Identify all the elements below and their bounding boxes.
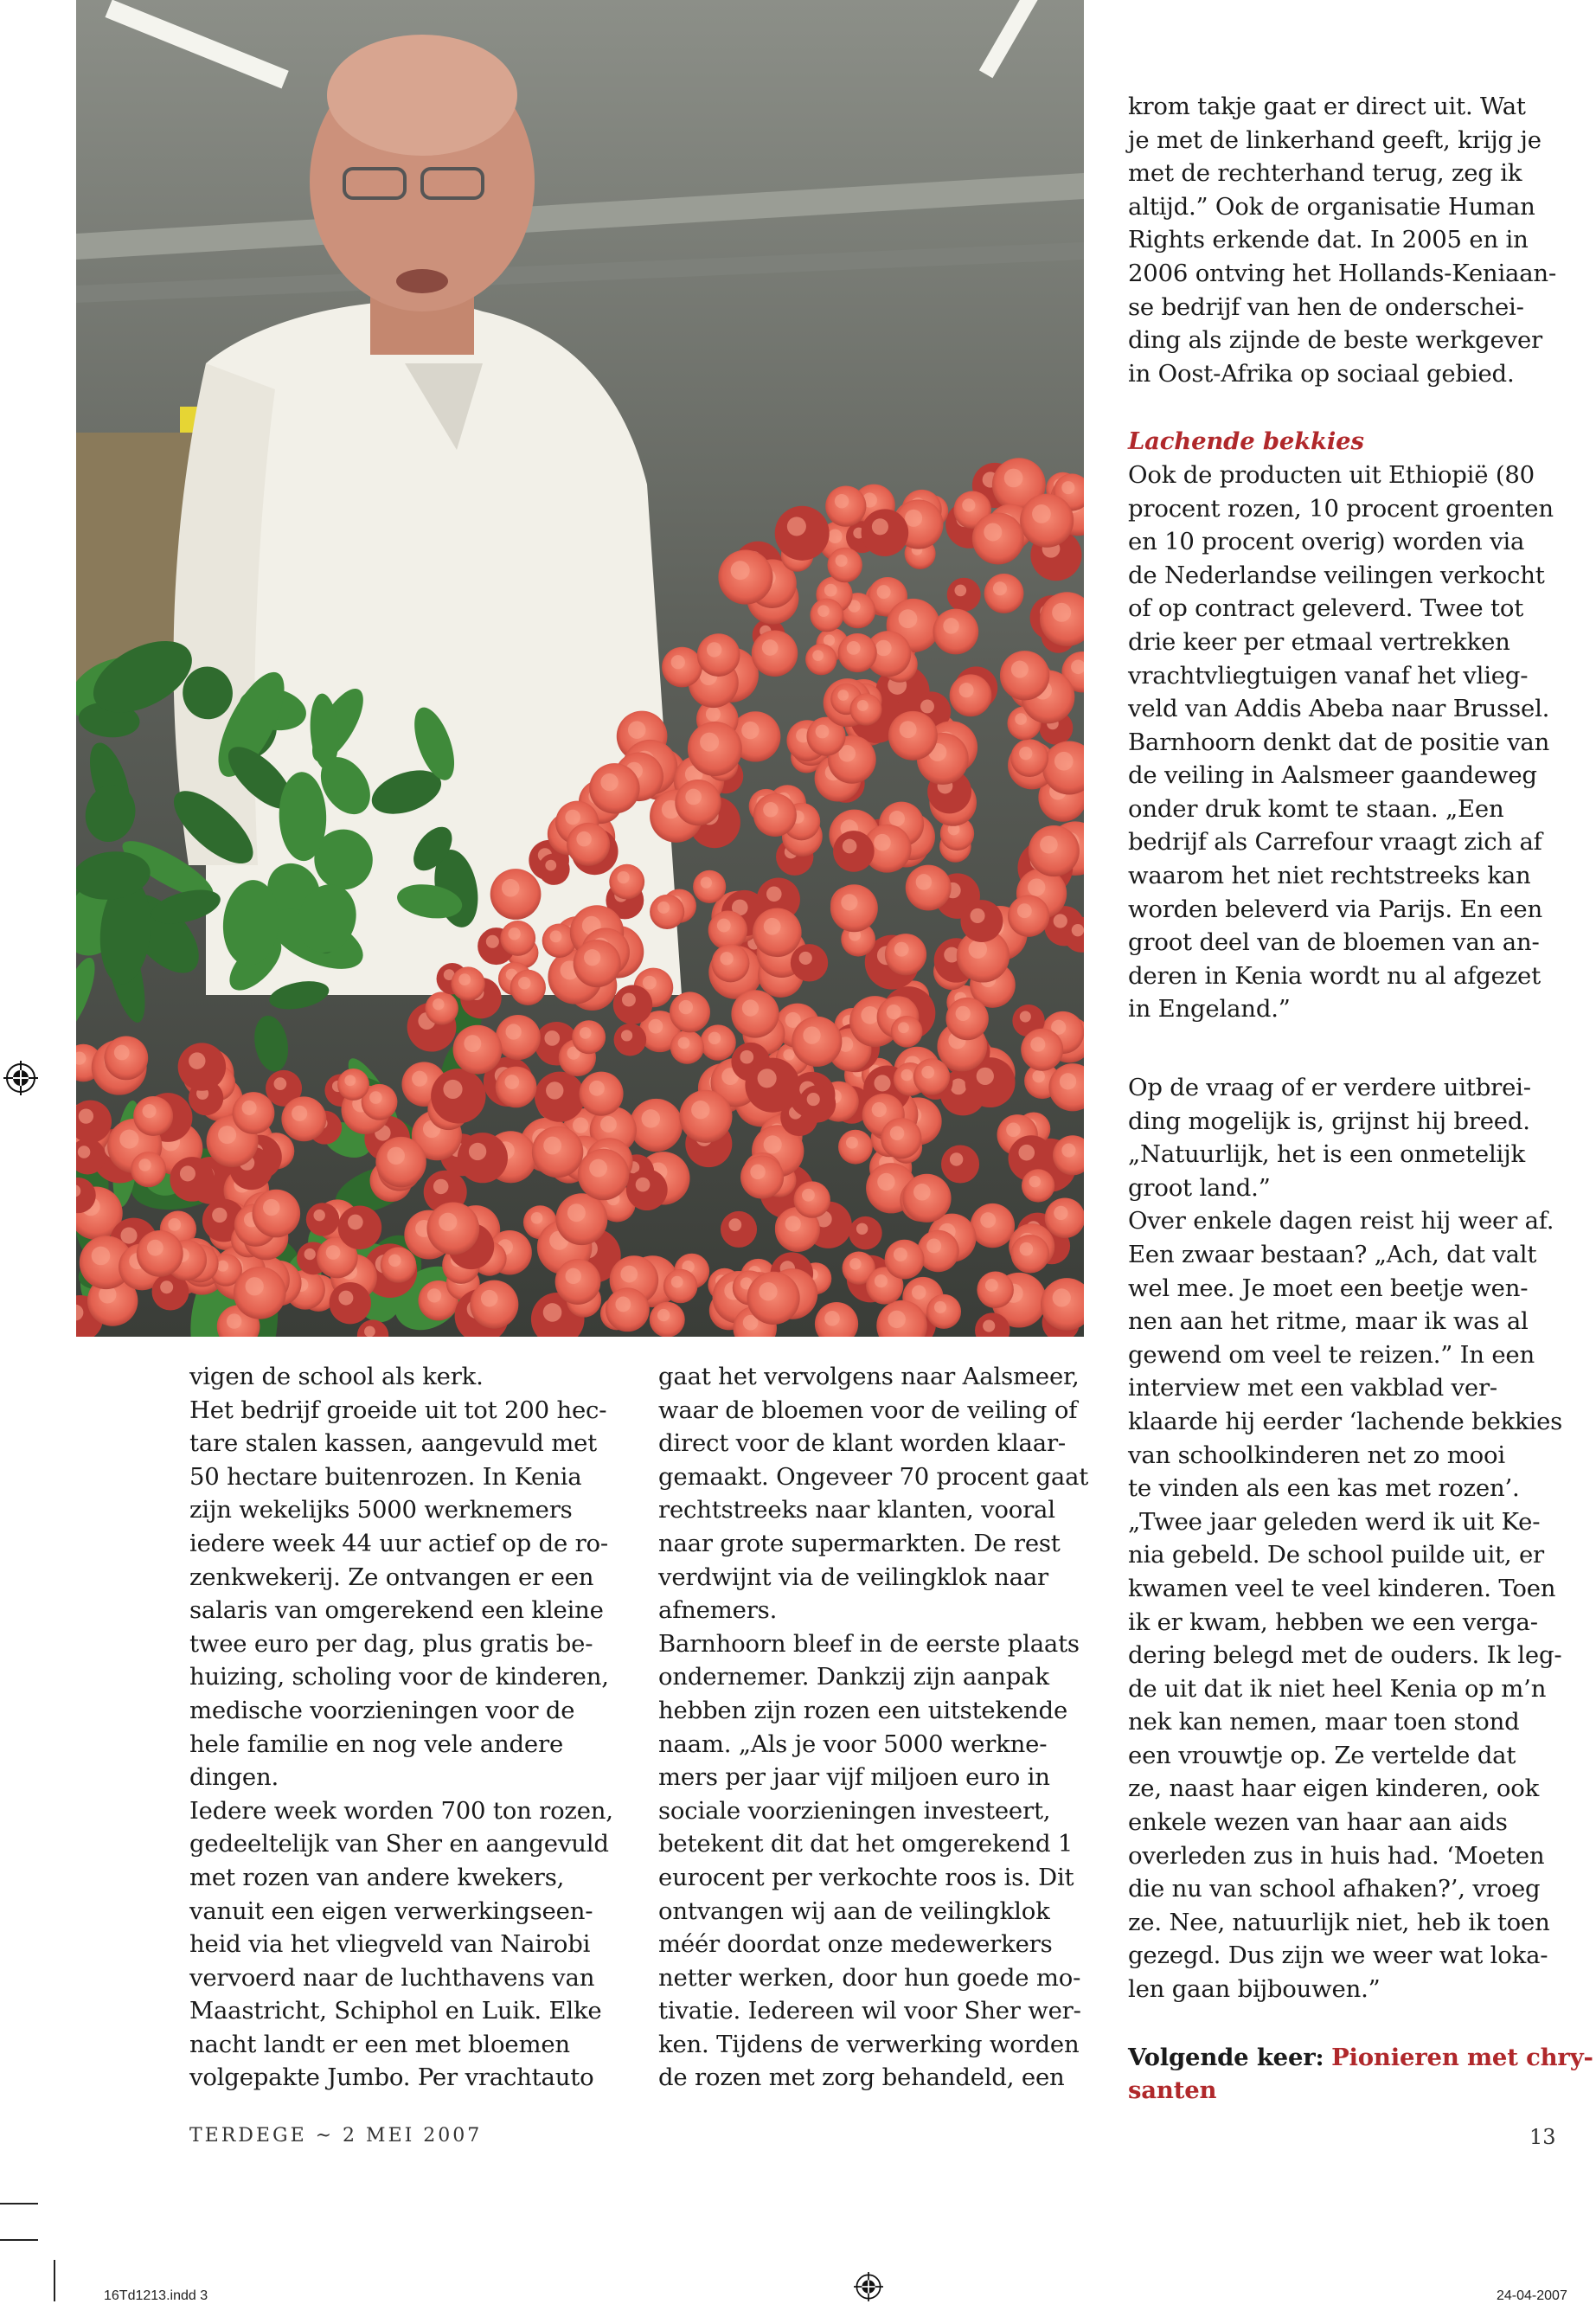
text-line: iedere week 44 uur actief op de ro- <box>189 1529 608 1557</box>
text-line: direct voor de klant worden klaar- <box>658 1429 1066 1458</box>
text-line: je met de linkerhand geeft, krijg je <box>1128 125 1542 154</box>
text-line: zenkwekerij. Ze ontvangen er een <box>189 1563 594 1591</box>
text-line: rechtstreeks naar klanten, vooral <box>658 1496 1055 1524</box>
text-line: ken. Tijdens de verwerking worden <box>658 2030 1080 2058</box>
text-line: verdwijnt via de veilingklok naar <box>658 1563 1048 1591</box>
text-line: betekent dit dat het omgerekend 1 <box>658 1830 1074 1858</box>
text-line: deren in Kenia wordt nu al afgezet <box>1128 961 1541 990</box>
text-line: zijn wekelijks 5000 werknemers <box>189 1496 573 1524</box>
text-line: naar grote supermarkten. De rest <box>658 1529 1061 1557</box>
text-line: heid via het vliegveld van Nairobi <box>189 1930 591 1959</box>
text-line: ding als zijnde de beste werkgever <box>1128 326 1542 355</box>
text-line: in Engeland.” <box>1128 995 1291 1024</box>
text-line: nek kan nemen, maar toen stond <box>1128 1708 1520 1736</box>
text-line: gaat het vervolgens naar Aalsmeer, <box>658 1363 1080 1390</box>
text-line: nen aan het ritme, maar ik was al <box>1128 1307 1529 1336</box>
next-issue-line-1 <box>1128 2041 1593 2075</box>
text-line: Het bedrijf groeide uit tot 200 hec- <box>189 1396 607 1424</box>
text-line: ik er kwam, hebben we een verga- <box>1128 1608 1538 1636</box>
text-line: te vinden als een kas met rozen’. <box>1128 1474 1520 1503</box>
text-line: ze. Nee, natuurlijk niet, heb ik toen <box>1128 1908 1550 1936</box>
text-line: waarom het niet rechtstreeks kan <box>1128 862 1531 890</box>
text-line: gewend om veel te reizen.” In een <box>1128 1340 1535 1369</box>
text-line: méér doordat onze medewerkers <box>658 1930 1053 1959</box>
text-line: naam. „Als je voor 5000 werkne- <box>658 1730 1048 1758</box>
next-issue-title-cont[interactable]: santen <box>1128 2076 1217 2105</box>
text-line: Op de vraag of er verdere uitbrei- <box>1128 1074 1531 1101</box>
crop-mark <box>0 2239 38 2241</box>
text-line: vanuit een eigen verwerkingseen- <box>189 1896 593 1925</box>
text-line: Maastricht, Schiphol en Luik. Elke <box>189 1997 602 2025</box>
article-column-2 <box>658 1360 1089 2095</box>
next-issue-label: Volgende keer: <box>1128 2043 1324 2071</box>
text-line: ding mogelijk is, grijnst hij breed. <box>1128 1107 1530 1135</box>
text-line: hebben zijn rozen een uitstekende <box>658 1696 1068 1724</box>
text-line: Ook de producten uit Ethiopië (80 <box>1128 460 1535 489</box>
text-line: groot deel van de bloemen van an- <box>1128 928 1540 957</box>
text-line: nacht landt er een met bloemen <box>189 2030 570 2058</box>
text-line: groot land.” <box>1128 1173 1271 1202</box>
text-line: gemaakt. Ongeveer 70 procent gaat <box>658 1462 1089 1491</box>
text-line: die nu van school afhaken?’, vroeg <box>1128 1875 1541 1903</box>
registration-mark-icon <box>3 1061 38 1095</box>
text-line: overleden zus in huis had. ‘Moeten <box>1128 1841 1545 1870</box>
slug-filename: 16Td1213.indd 3 <box>104 2288 208 2303</box>
text-line: dingen. <box>189 1763 279 1792</box>
next-issue-title[interactable]: Pionieren met chry- <box>1331 2043 1593 2071</box>
text-line: met rozen van andere kwekers, <box>189 1863 565 1891</box>
text-line: enkele wezen van haar aan aids <box>1128 1808 1508 1837</box>
text-line: afnemers. <box>658 1596 778 1625</box>
article-photo <box>76 0 1084 1337</box>
text-line: krom takje gaat er direct uit. Wat <box>1128 93 1526 120</box>
text-line: kwamen veel te veel kinderen. Toen <box>1128 1574 1556 1602</box>
article-column-3-continued <box>1128 1071 1593 2108</box>
text-line: „Twee jaar geleden werd ik uit Ke- <box>1128 1507 1541 1536</box>
text-line: drie keer per etmaal vertrekken <box>1128 627 1510 656</box>
crop-mark <box>0 2203 38 2205</box>
text-line: bedrijf als Carrefour vraagt zich af <box>1128 828 1542 857</box>
text-line: vervoerd naar de luchthavens van <box>189 1963 595 1992</box>
text-line: se bedrijf van hen de onderschei- <box>1128 292 1524 321</box>
crop-mark <box>54 2260 55 2301</box>
text-line: Rights erkende dat. In 2005 en in <box>1128 226 1529 254</box>
text-line: ze, naast haar eigen kinderen, ook <box>1128 1775 1540 1803</box>
subhead: Lachende bekkies <box>1128 427 1364 456</box>
text-line: Barnhoorn bleef in de eerste plaats <box>658 1629 1080 1658</box>
text-line: salaris van omgerekend een kleine <box>189 1596 604 1625</box>
registration-mark-bottom-icon <box>853 2272 884 2301</box>
text-line: tare stalen kassen, aangevuld met <box>189 1429 598 1458</box>
text-line: Iedere week worden 700 ton rozen, <box>189 1796 613 1825</box>
text-line: gedeeltelijk van Sher en aangevuld <box>189 1830 609 1858</box>
text-line: of op contract geleverd. Twee tot <box>1128 594 1524 623</box>
text-line: sociale voorzieningen investeert, <box>658 1796 1051 1825</box>
text-line: worden beleverd via Parijs. En een <box>1128 895 1543 923</box>
text-line: nia gebeld. De school puilde uit, er <box>1128 1541 1545 1569</box>
next-issue-line-2 <box>1128 2074 1561 2108</box>
text-line: Een zwaar bestaan? „Ach, dat valt <box>1128 1240 1537 1268</box>
text-line: Over enkele dagen reist hij weer af. <box>1128 1207 1554 1235</box>
article-column-1 <box>189 1360 613 2095</box>
column-3-intro <box>1128 90 1561 390</box>
article-column-3 <box>1128 90 1561 1026</box>
text-line: tivatie. Iedereen wil voor Sher wer- <box>658 1997 1081 2025</box>
column-3-section <box>1128 459 1561 1026</box>
magazine-footer: TERDEGE ~ 2 MEI 2007 <box>189 2125 483 2147</box>
text-line: hele familie en nog vele andere <box>189 1730 564 1758</box>
text-line: netter werken, door hun goede mo- <box>658 1963 1081 1992</box>
column-3-closing <box>1128 1071 1561 2006</box>
text-line: „Natuurlijk, het is een onmetelijk <box>1128 1140 1525 1169</box>
text-line: met de rechterhand terug, zeg ik <box>1128 159 1522 188</box>
text-line: ontvangen wij aan de veilingklok <box>658 1896 1050 1925</box>
text-line: 2006 ontving het Hollands-Keniaan- <box>1128 259 1557 287</box>
text-line: vigen de school als kerk. <box>189 1363 484 1390</box>
text-line: twee euro per dag, plus gratis be- <box>189 1629 593 1658</box>
text-line: een vrouwtje op. Ze vertelde dat <box>1128 1741 1516 1769</box>
text-line: wel mee. Je moet een beetje wen- <box>1128 1274 1529 1302</box>
man-with-roses-photo <box>76 0 1084 1337</box>
page-number: 13 <box>1529 2125 1556 2149</box>
text-line: veld van Addis Abeba naar Brussel. <box>1128 695 1550 723</box>
text-line: gezegd. Dus zijn we weer wat loka- <box>1128 1941 1548 1970</box>
text-line: van schoolkinderen net zo mooi <box>1128 1441 1505 1469</box>
text-line: 50 hectare buitenrozen. In Kenia <box>189 1462 582 1491</box>
text-line: mers per jaar vijf miljoen euro in <box>658 1763 1050 1792</box>
text-line: huizing, scholing voor de kinderen, <box>189 1663 609 1691</box>
text-line: de Nederlandse veilingen verkocht <box>1128 561 1545 589</box>
text-line: len gaan bijbouwen.” <box>1128 1975 1381 2004</box>
text-line: medische voorzieningen voor de <box>189 1696 575 1724</box>
text-line: altijd.” Ook de organisatie Human <box>1128 192 1535 221</box>
text-line: de rozen met zorg behandeld, een <box>658 2063 1065 2092</box>
text-line: volgepakte Jumbo. Per vrachtauto <box>189 2063 594 2092</box>
slug-date: 24-04-2007 <box>1497 2288 1567 2303</box>
text-line: dering belegd met de ouders. Ik leg- <box>1128 1641 1562 1670</box>
text-line: klaarde hij eerder ‘lachende bekkies <box>1128 1407 1563 1435</box>
text-line: interview met een vakblad ver- <box>1128 1374 1497 1402</box>
text-line: waar de bloemen voor de veiling of <box>658 1396 1078 1424</box>
text-line: in Oost-Afrika op sociaal gebied. <box>1128 359 1515 388</box>
text-line: procent rozen, 10 procent groenten <box>1128 494 1554 523</box>
text-line: Barnhoorn denkt dat de positie van <box>1128 728 1550 756</box>
text-line: en 10 procent overig) worden via <box>1128 528 1525 556</box>
text-line: ondernemer. Dankzij zijn aanpak <box>658 1663 1049 1691</box>
text-line: onder druk komt te staan. „Een <box>1128 794 1504 823</box>
text-line: eurocent per verkochte roos is. Dit <box>658 1863 1074 1891</box>
text-line: de veiling in Aalsmeer gaandeweg <box>1128 761 1537 790</box>
text-line: de uit dat ik niet heel Kenia op m’n <box>1128 1674 1547 1703</box>
text-line: vrachtvliegtuigen vanaf het vlieg- <box>1128 661 1529 690</box>
